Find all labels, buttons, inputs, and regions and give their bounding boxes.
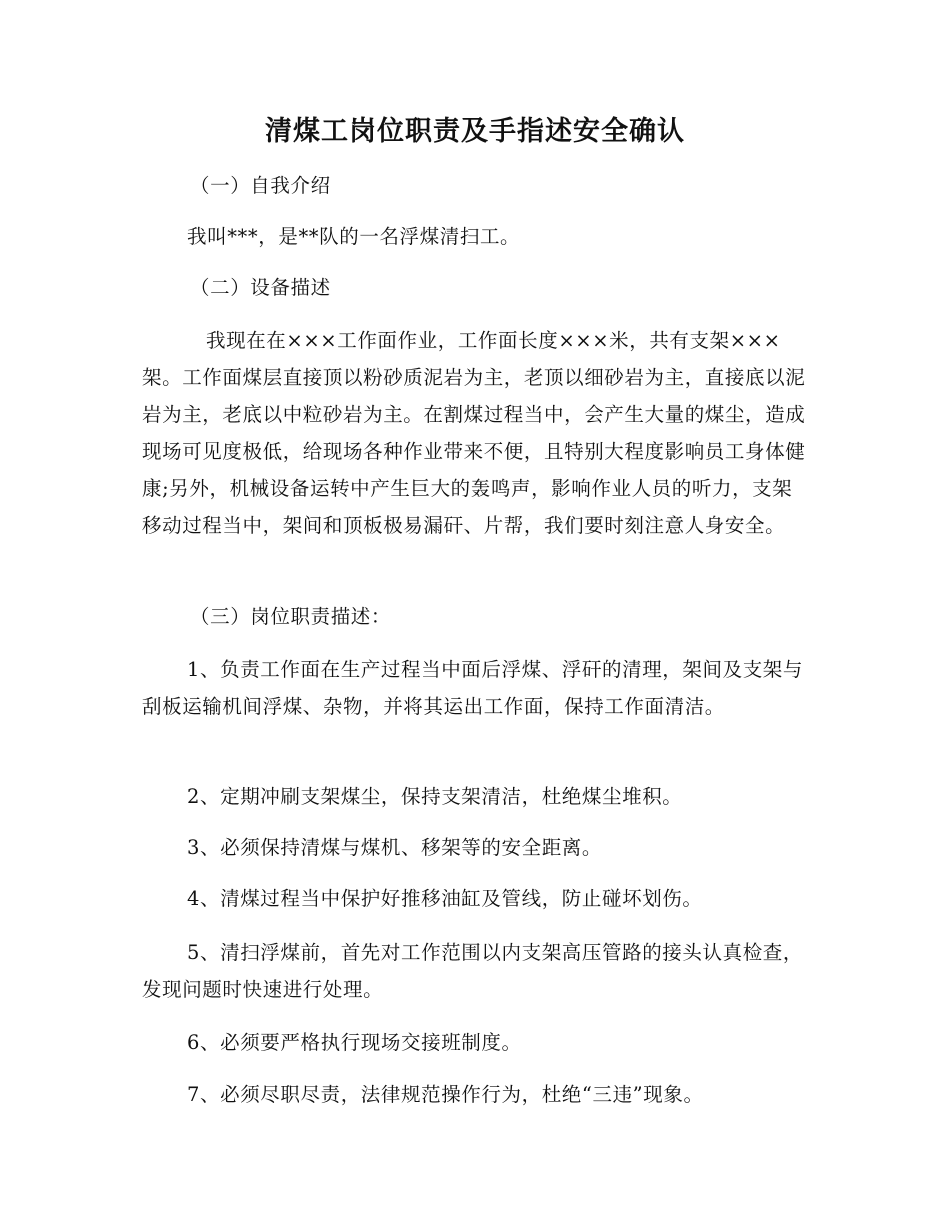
duty-item: 1、负责工作面在生产过程当中面后浮煤、浮矸的清理，架间及支架与刮板运输机间浮煤、杂物，并将其运出工作面，保持工作面清洁。 bbox=[142, 658, 804, 718]
duty-item: 6、必须要严格执行现场交接班制度。 bbox=[187, 1031, 522, 1054]
document-title: 清煤工岗位职责及手指述安全确认 bbox=[265, 116, 685, 147]
duty-item: 2、定期冲刷支架煤尘，保持支架清洁，杜绝煤尘堆积。 bbox=[187, 785, 683, 808]
section-heading-equipment: （二）设备描述 bbox=[190, 276, 331, 299]
section-heading-self-intro: （一）自我介绍 bbox=[190, 174, 331, 197]
duty-item: 3、必须保持清煤与煤机、移架等的安全距离。 bbox=[187, 836, 603, 859]
self-intro-text: 我叫***，是**队的一名浮煤清扫工。 bbox=[187, 225, 521, 248]
section-heading-duties: （三）岗位职责描述： bbox=[190, 605, 392, 628]
duty-item: 5、清扫浮煤前，首先对工作范围以内支架高压管路的接头认真检查，发现问题时快速进行处理。 bbox=[142, 941, 804, 1001]
equipment-description-text: 我现在在×××工作面作业，工作面长度×××米，共有支架×××架。工作面煤层直接顶以粉砂质泥岩为主，老顶以细砂岩为主，直接底以泥岩为主，老底以中粒砂岩为主。在割煤过程当中，会产生大量的煤尘，造成现场可见度极低，给现场各种作业带来不便，且特别大程度影响员工身体健康;另外，机械设备运转中产生巨大的轰鸣声，影响作业人员的听力，支架移动过程当中，架间和顶板极易漏矸、片帮，我们要时刻注意人身安全。 bbox=[142, 329, 806, 537]
duty-item: 4、清煤过程当中保护好推移油缸及管线，防止碰坏划伤。 bbox=[187, 887, 703, 910]
duty-item: 7、必须尽职尽责，法律规范操作行为，杜绝“三违”现象。 bbox=[187, 1083, 704, 1106]
